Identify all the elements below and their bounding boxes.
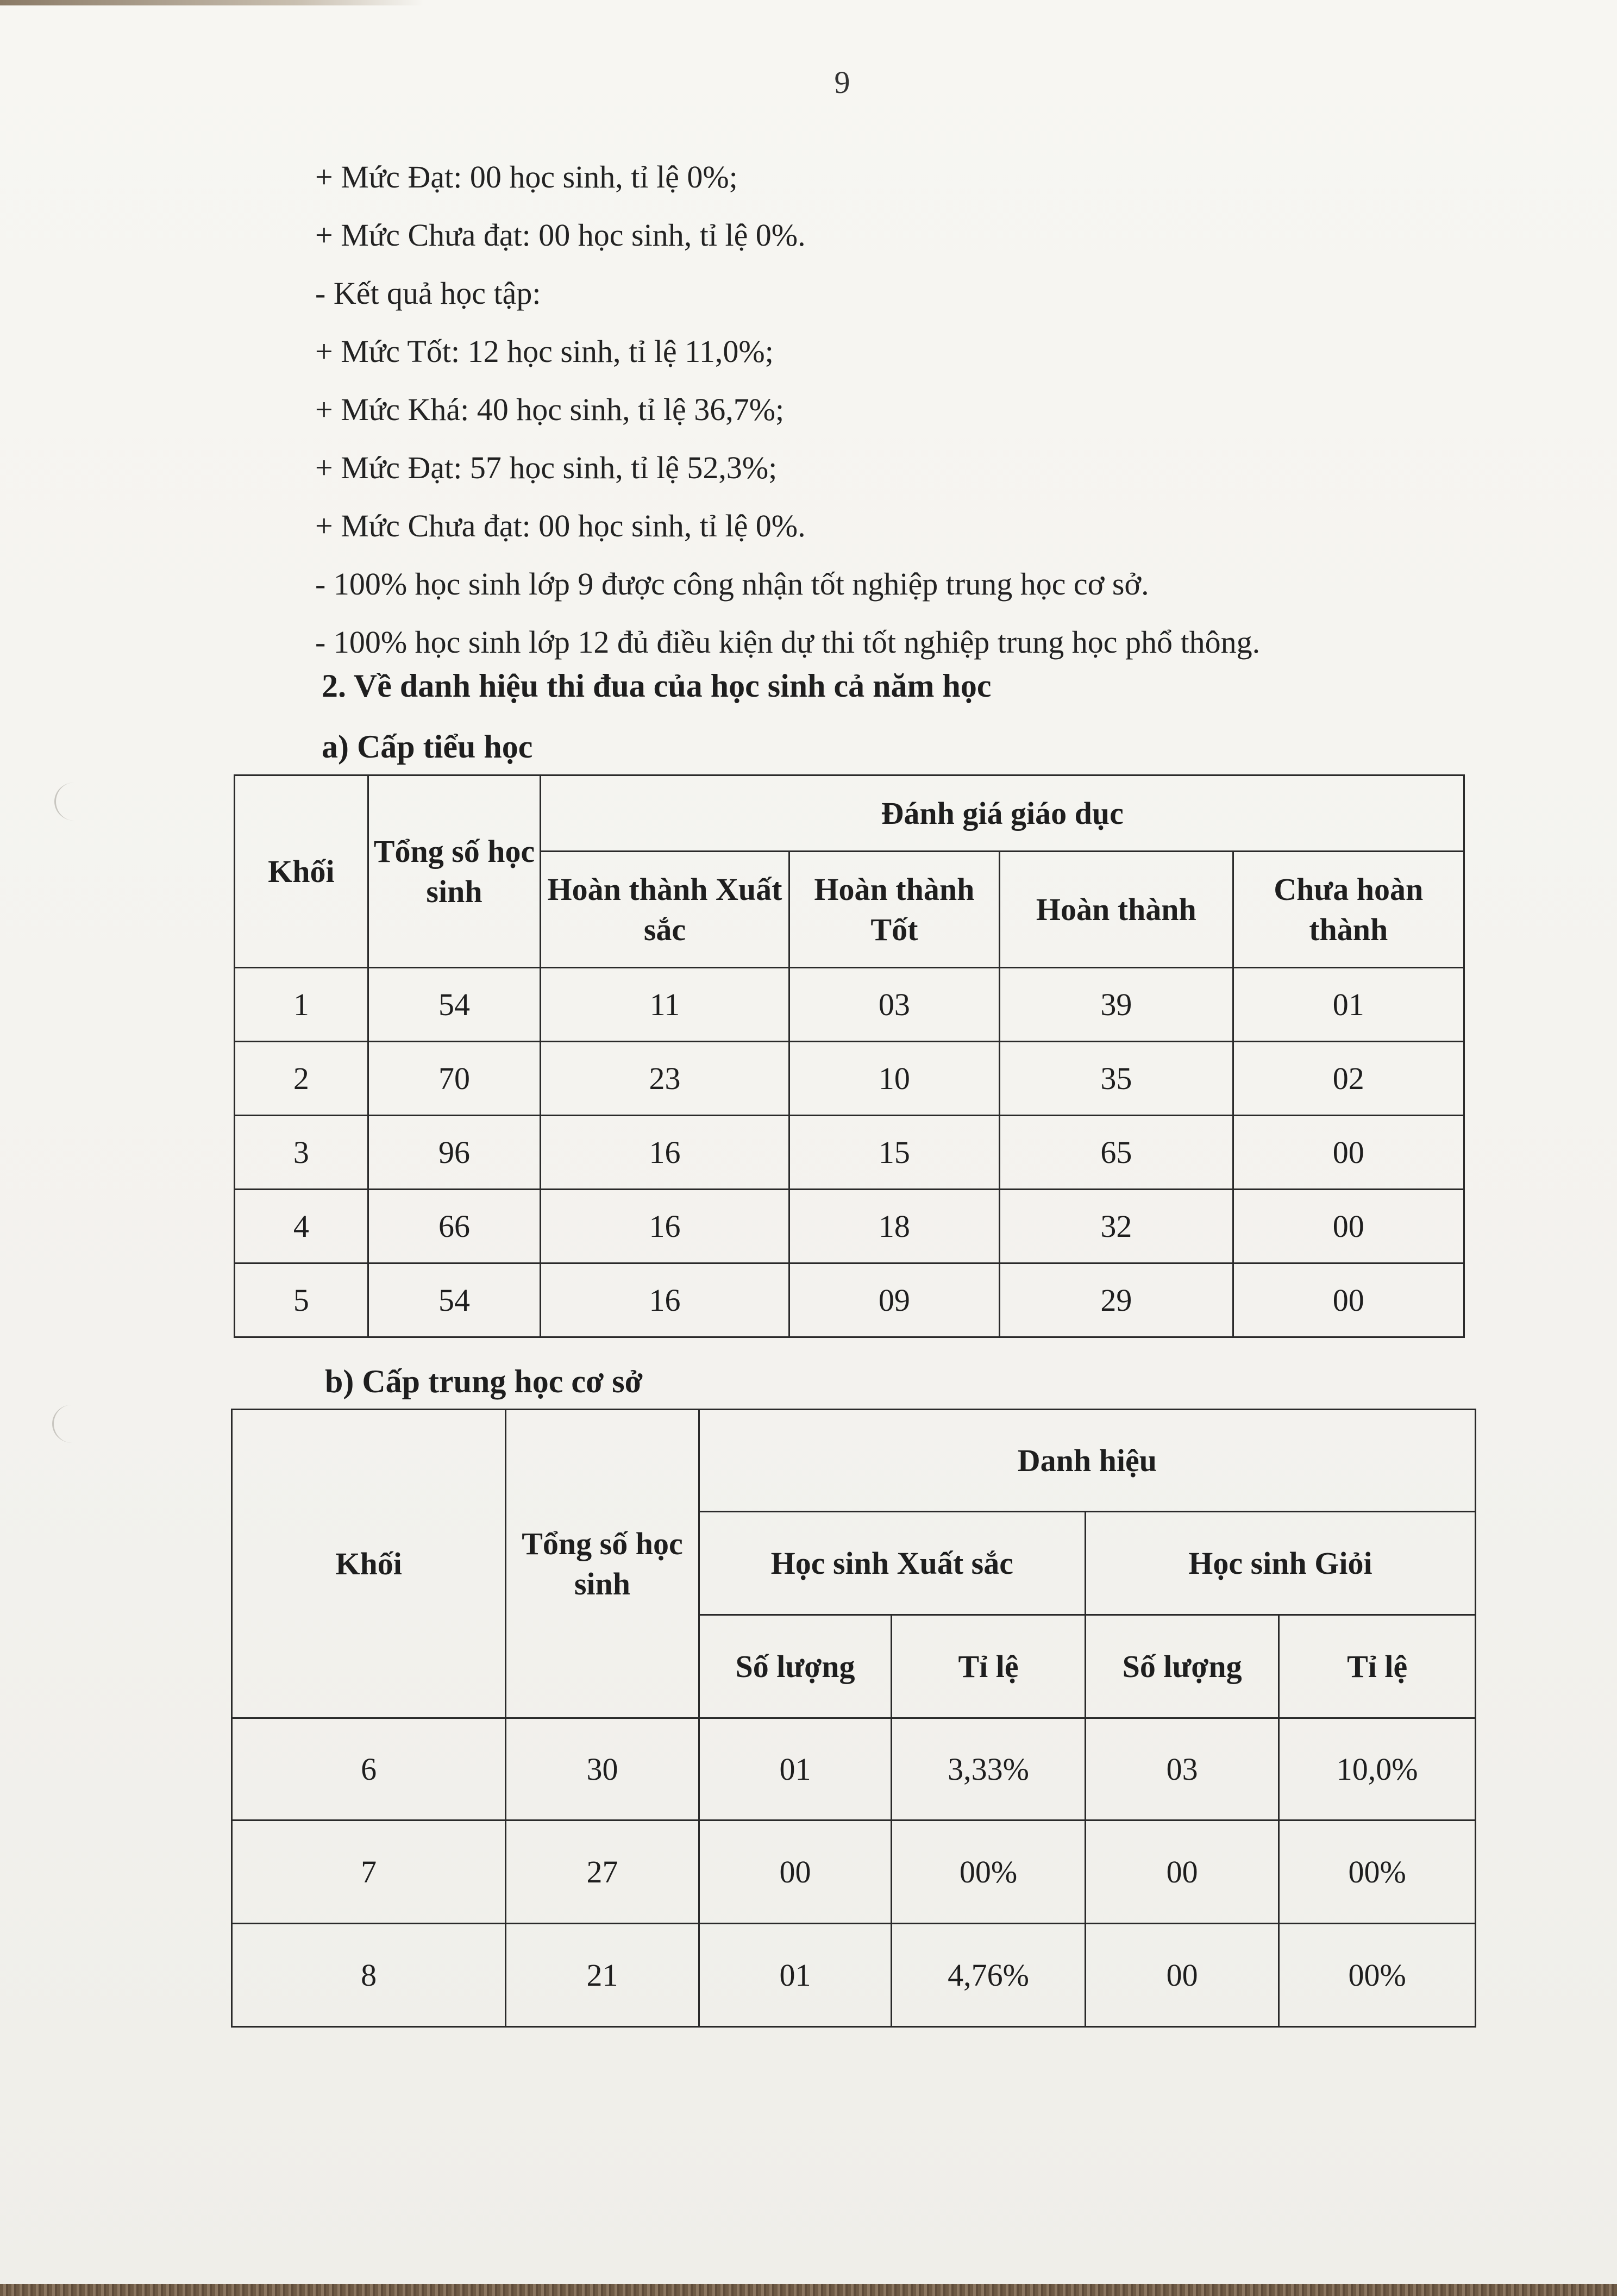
cell-excellent-count: 01 [699, 1924, 892, 2027]
cell-not-completed: 00 [1233, 1190, 1464, 1263]
cell-not-completed: 00 [1233, 1116, 1464, 1190]
cell-excellent: 11 [541, 968, 789, 1042]
table-row [232, 1718, 1476, 1820]
header-good-students: Học sinh Giỏi [1085, 1512, 1475, 1615]
text-line: - Kết quả học tập: [315, 276, 541, 311]
cell-completed: 29 [1000, 1263, 1233, 1337]
text-line: + Mức Chưa đạt: 00 học sinh, tỉ lệ 0%. [315, 508, 806, 543]
cell-total: 66 [368, 1190, 541, 1263]
cell-good-count: 00 [1085, 1820, 1279, 1924]
cell-good-rate: 00% [1279, 1924, 1476, 2027]
section-heading: 2. Về danh hiệu thi đua của học sinh cả năm học [322, 668, 992, 704]
header-excellent-students: Học sinh Xuất sắc [699, 1512, 1085, 1615]
cell-grade: 7 [232, 1820, 506, 1924]
table-row [232, 1820, 1476, 1924]
page-number: 9 [834, 65, 850, 100]
cell-total: 96 [368, 1116, 541, 1190]
punch-hole-mark [52, 1405, 92, 1443]
header-rate: Tỉ lệ [892, 1615, 1086, 1718]
cell-grade: 8 [232, 1924, 506, 2027]
cell-good-count: 03 [1085, 1718, 1279, 1820]
cell-not-completed: 02 [1233, 1042, 1464, 1116]
cell-total: 54 [368, 1263, 541, 1337]
header-count: Số lượng [1085, 1615, 1279, 1718]
text-line: - 100% học sinh lớp 12 đủ điều kiện dự thi tốt nghiệp trung học phổ thông. [315, 624, 1261, 660]
cell-excellent: 23 [541, 1042, 789, 1116]
cell-total: 30 [506, 1718, 699, 1820]
cell-excellent-rate: 4,76% [892, 1924, 1086, 2027]
cell-excellent-count: 01 [699, 1718, 892, 1820]
cell-good: 10 [789, 1042, 999, 1116]
cell-grade: 3 [235, 1116, 368, 1190]
text-line: + Mức Tốt: 12 học sinh, tỉ lệ 11,0%; [315, 334, 774, 369]
cell-not-completed: 00 [1233, 1263, 1464, 1337]
cell-good-count: 00 [1085, 1924, 1279, 2027]
table-row [235, 1190, 1464, 1263]
cell-good: 15 [789, 1116, 999, 1190]
cell-good: 09 [789, 1263, 999, 1337]
cell-excellent: 16 [541, 1190, 789, 1263]
cell-grade: 2 [235, 1042, 368, 1116]
cell-completed: 65 [1000, 1116, 1233, 1190]
table-row [235, 1116, 1464, 1190]
cell-grade: 1 [235, 968, 368, 1042]
header-completed: Hoàn thành [1000, 852, 1233, 968]
cell-excellent-count: 00 [699, 1820, 892, 1924]
header-grade: Khối [232, 1410, 506, 1718]
punch-hole-mark [54, 783, 94, 821]
cell-completed: 39 [1000, 968, 1233, 1042]
header-rate: Tỉ lệ [1279, 1615, 1476, 1718]
cell-good: 03 [789, 968, 999, 1042]
cell-good-rate: 10,0% [1279, 1718, 1476, 1820]
table-row [235, 1263, 1464, 1337]
header-education-assessment: Đánh giá giáo dục [541, 775, 1464, 852]
cell-total: 21 [506, 1924, 699, 2027]
scan-edge-bottom [0, 2284, 1617, 2296]
header-grade: Khối [235, 775, 368, 968]
header-titles: Danh hiệu [699, 1410, 1475, 1512]
table-row [235, 1042, 1464, 1116]
body-text [315, 148, 1260, 671]
header-count: Số lượng [699, 1615, 892, 1718]
cell-excellent-rate: 3,33% [892, 1718, 1086, 1820]
secondary-school-table [231, 1409, 1476, 2028]
cell-excellent: 16 [541, 1116, 789, 1190]
table-row [235, 968, 1464, 1042]
text-line: + Mức Đạt: 57 học sinh, tỉ lệ 52,3%; [315, 450, 778, 485]
table-row [232, 1924, 1476, 2027]
header-total-students: Tổng số học sinh [506, 1410, 699, 1718]
header-completed-good: Hoàn thành Tốt [789, 852, 999, 968]
cell-total: 27 [506, 1820, 699, 1924]
header-not-completed: Chưa hoàn thành [1233, 852, 1464, 968]
cell-grade: 5 [235, 1263, 368, 1337]
primary-school-table [234, 774, 1465, 1338]
header-completed-excellent: Hoàn thành Xuất sắc [541, 852, 789, 968]
text-line: + Mức Đạt: 00 học sinh, tỉ lệ 0%; [315, 159, 738, 195]
cell-total: 54 [368, 968, 541, 1042]
cell-good: 18 [789, 1190, 999, 1263]
cell-good-rate: 00% [1279, 1820, 1476, 1924]
header-total-students: Tổng số học sinh [368, 775, 541, 968]
cell-excellent: 16 [541, 1263, 789, 1337]
text-line: - 100% học sinh lớp 9 được công nhận tốt nghiệp trung học cơ sở. [315, 566, 1149, 602]
subsection-heading-secondary: b) Cấp trung học cơ sở [325, 1363, 643, 1399]
cell-grade: 4 [235, 1190, 368, 1263]
cell-total: 70 [368, 1042, 541, 1116]
cell-grade: 6 [232, 1718, 506, 1820]
cell-not-completed: 01 [1233, 968, 1464, 1042]
cell-completed: 35 [1000, 1042, 1233, 1116]
cell-excellent-rate: 00% [892, 1820, 1086, 1924]
text-line: + Mức Chưa đạt: 00 học sinh, tỉ lệ 0%. [315, 217, 806, 253]
cell-completed: 32 [1000, 1190, 1233, 1263]
text-line: + Mức Khá: 40 học sinh, tỉ lệ 36,7%; [315, 392, 785, 427]
scan-edge-top [0, 0, 424, 5]
subsection-heading-primary: a) Cấp tiểu học [322, 729, 533, 765]
